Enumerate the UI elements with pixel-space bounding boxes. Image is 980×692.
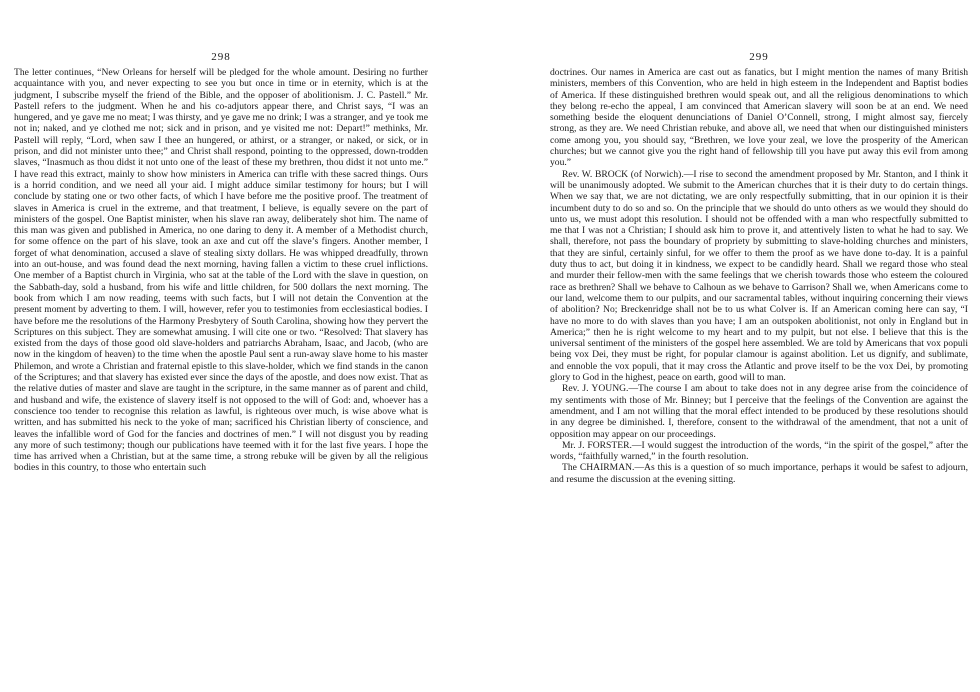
page-number-right: 299 (749, 51, 769, 63)
left-paragraph-1: The letter continues, “New Orleans for herself will be pledged for the whole amount. Desiring no further acquaintance with you, and never expecting to see you but once in time or in eternity, which is at the judgment, I subscribe myself the friend of the Bible, and the opposer of abolitionism. J. C. Pastell.” Mr. Pastell refers to the judgment. When he and his co-adjutors appear there, and Christ says, “I was an hungered, and ye gave me no meat; I was thirsty, and ye gave me no drink; I was a stranger, and ye took me not in; naked, and ye clothed me not; sick and in prison, and ye visited me not: Depart!” methinks, Mr. Pastell will reply, “Lord, when saw I thee an hungered, or athirst, or a stranger, or naked, or sick, or in prison, and did not minister unto thee;” and Christ shall respond, pointing to the oppressed, down-trodden slaves, “Inasmuch as thou didst it not unto one of the least of these my brethren, thou didst it not unto me.” I have read this extract, mainly to show how ministers in America can trifle with these sacred things. Ours is a horrid condition, and we need all your aid. I might adduce similar testimony for hours; but I will conclude by stating one or two other facts, of which I have before me the positive proof. The treatment of slaves in America is cruel in the extreme, and that treatment, I believe, is equally severe on the part of ministers of the gospel. One Baptist minister, when his slave ran away, deliberately shot him. The name of this man was given and published in America, no one daring to deny it. A member of a Methodist church, for some offence on the part of his slave, took an axe and cut off the slave’s fingers. Another member, I forget of what denomination, accused a slave of stealing sixty dollars. He was whipped dreadfully, thrown into an out-house, and was found dead the next morning, having fallen a victim to these cruel inflictions. One member of a Baptist church in Virginia, who sat at the table of the Lord with the slave in question, on the Sabbath-day, sold a husband, from his wife and little children, for 500 dollars the next morning. The book from which I am now reading, teems with such facts, but I will not detain the Convention at the present moment by adverting to them. I will, however, refer you to testimonies from ecclesiastical bodies. I have before me the resolutions of the Harmony Presbytery of South Carolina, showing how they pervert the Scriptures on this subject. They are somewhat amusing. I will cite one or two. “Resolved: That slavery has existed from the days of those good old slave-holders and patriarchs Abraham, Isaac, and Jacob, (who are now in the kingdom of heaven) to the time when the apostle Paul sent a run-away slave home to his master Philemon, and wrote a Christian and fraternal epistle to this slave-holder, which we find stands in the canon of the Scriptures; and that slavery has existed ever since the days of the apostle, and does now exist. That as the relative duties of master and slave are taught in the scripture, in the same manner as of parent and child, and husband and wife, the existence of slavery itself is not opposed to the will of God: and, whoever has a conscience too tender to recognise this relation as lawful, is righteous over much, is wise above what is written, and has submitted his neck to the yoke of man; sacrificed his Christian liberty of conscience, and leaves the infallible word of God for the fancies and doctrines of men.” I will not disgust you by reading any more of such testimony; though our publications have teemed with it for the last five years. I hope the time has arrived when a Christian, but at the same time, a strong rebuke will be given by all the religious bodies in this country, to those who entertain such (14, 67, 428, 474)
right-paragraph-5: The CHAIRMAN.—As this is a question of so much importance, perhaps it would be safest to adjourn, and resume the discussion at the evening sitting. (550, 462, 968, 485)
right-paragraph-2: Rev. W. BROCK (of Norwich).—I rise to second the amendment proposed by Mr. Stanton, and I think it will be unanimously adopted. We submit to the American churches that it is their duty to do certain things. When we say that, we are not dictating, we are only respectfully submitting, that in our opinion it is their incumbent duty to do so and so. On the principle that we should do unto others as we would they should do unto us, we must adopt this resolution. I should not be offended with a man who respectfully submitted to me that I was not a Christian; I should ask him to prove it, and attentively listen to what he had to say. We shall, therefore, not pass the boundary of propriety by submitting to slave-holding churches and ministers, that they are sinful, certainly sinful, for we offer to them the proof as we have done to-day. It is a painful duty thus to act, but doing it in kindness, we expect to be candidly heard. Shall we regard those who steal and murder their fellow-men with the same feelings that we cherish towards those who esteem the coloured race as brethren? Shall we behave to Calhoun as we behave to Garrison? Shall we, when Americans come to our land, welcome them to our pulpits, and our sacramental tables, without inquiring concerning their views of abolition? No; Breckenridge shall not be to us what Colver is. If an American coming here can say, “I have no more to do with slaves than you have; I am an outspoken abolitionist, not only in England but in America;” then he is right welcome to my heart and to my pulpit, but not else. I believe that this is the universal sentiment of the ministers of the gospel here assembled. We are told by Americans that vox populi being vox Dei, they must be right, for popular clamour is against abolition. Let us dignify, and sublimate, and ennoble the vox populi, that it may cross the Atlantic and prove itself to be the vox Dei, by promoting glory to God in the highest, peace on earth, good will to man. (550, 168, 968, 384)
right-paragraph-3: Rev. J. YOUNG.—The course I am about to take does not in any degree arise from the coincidence of my sentiments with those of Mr. Binney; but I perceive that the feelings of the Convention are against the amendment, and I am not willing that the moral effect intended to be produced by these resolutions should in any degree be diminished. I, therefore, consent to the withdrawal of the amendment, that not a unit of opposition may appear on our proceedings. (550, 383, 968, 440)
left-page (0, 0, 440, 692)
right-page (540, 0, 980, 692)
page-number-left: 298 (211, 51, 231, 63)
right-paragraph-1: doctrines. Our names in America are cast out as fanatics, but I might mention the names of many British ministers, members of this Convention, who are held in high esteem in the Independent and Baptist bodies of America. If these distinguished brethren would speak out, and all the religious denominations to which they belong re-echo the appeal, I am convinced that American slavery will soon be at an end. We need something beside the eloquent denunciations of Daniel O’Connell, strong, I might almost say, fiercely strong, as they are. We need Christian rebuke, and above all, we need that when our distinguished ministers come among you, you should say, “Brethren, we love your zeal, we love the prosperity of the American churches; but we cannot give you the right hand of fellowship till you have put away this evil from among you.” (550, 67, 968, 169)
right-paragraph-4: Mr. J. FORSTER.—I would suggest the introduction of the words, “in the spirit of the gospel,” after the words, “faithfully warned,” in the fourth resolution. (550, 439, 968, 463)
